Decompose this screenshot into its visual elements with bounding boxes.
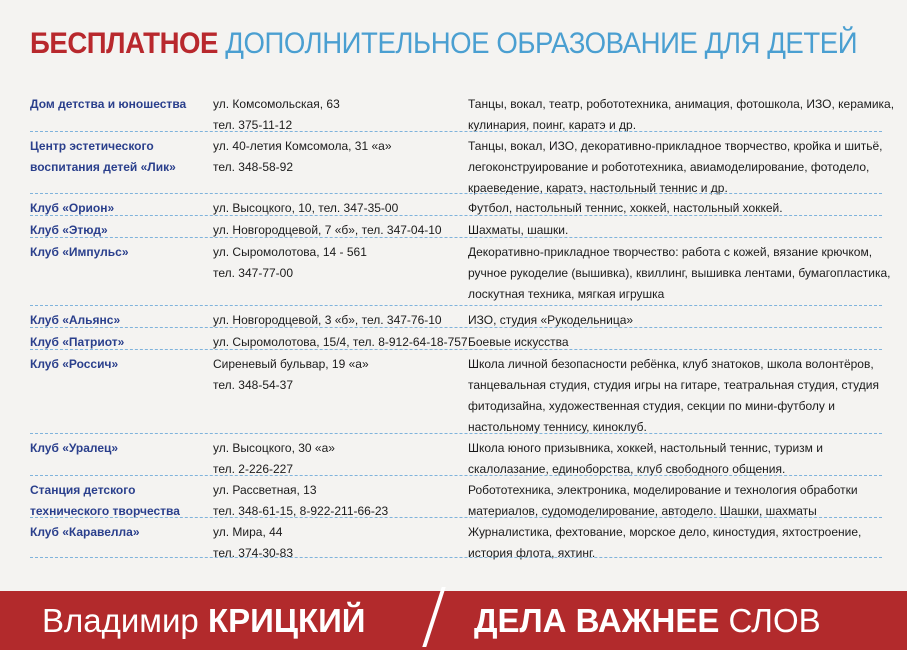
table-row [30, 194, 882, 216]
club-name-line: Дом детства и юношества [30, 97, 187, 111]
club-address-line: ул. Сыромолотова, 15/4, тел. 8-912-64-18-757 [213, 335, 468, 349]
title-rest-part: ДОПОЛНИТЕЛЬНОЕ ОБРАЗОВАНИЕ ДЛЯ ДЕТЕЙ [225, 27, 858, 60]
club-activities-line: ручное рукоделие (вышивка), квиллинг, вышивка лентами, бумагопластика, [468, 266, 891, 280]
club-address-line: ул. Рассветная, 13 [213, 483, 317, 497]
club-name [30, 480, 205, 522]
club-name-line: воспитания детей «Лик» [30, 160, 176, 174]
club-activities-line: Футбол, настольный теннис, хоккей, настольный хоккей. [468, 201, 783, 215]
table-row [30, 476, 882, 518]
club-name-line: Клуб «Уралец» [30, 441, 119, 455]
club-activities-line: Робототехника, электроника, моделирование и технология обработки [468, 483, 858, 497]
club-address [213, 94, 463, 136]
footer-slash-divider [422, 587, 445, 647]
club-address-line: тел. 374-30-83 [213, 546, 294, 560]
table-row [30, 132, 882, 194]
club-name-line: Станция детского [30, 483, 136, 497]
club-name [30, 94, 205, 115]
club-name-line: технического творчества [30, 504, 180, 518]
table-row [30, 518, 882, 558]
club-name-line: Клуб «Патриот» [30, 335, 125, 349]
club-address-line: тел. 348-58-92 [213, 160, 294, 174]
club-address-line: ул. 40-летия Комсомола, 31 «а» [213, 139, 392, 153]
club-activities-line: Декоративно-прикладное творчество: работа с кожей, вязание крючком, [468, 245, 873, 259]
club-name-line: Центр эстетического [30, 139, 154, 153]
club-activities-line: Школа юного призывника, хоккей, настольный теннис, туризм и [468, 441, 823, 455]
table-row [30, 328, 882, 350]
club-address-line: тел. 348-54-37 [213, 378, 294, 392]
clubs-table [30, 90, 895, 560]
footer-slogan-bold: ДЕЛА ВАЖНЕЕ [474, 602, 720, 639]
club-name-line: Клуб «Этюд» [30, 223, 108, 237]
table-row [30, 216, 882, 238]
club-address-line: ул. Высоцкого, 30 «а» [213, 441, 335, 455]
club-name [30, 242, 205, 263]
club-address-line: ул. Комсомольская, 63 [213, 97, 340, 111]
club-activities-line: скалолазание, единоборства, клуб свободного общения. [468, 462, 786, 476]
footer-candidate-name [42, 599, 366, 643]
club-activities [468, 242, 891, 305]
club-activities-line: материалов, судомоделирование, автодело. Шашки, шахматы [468, 504, 817, 518]
club-address [213, 136, 463, 178]
club-address [213, 242, 463, 284]
club-activities-line: Шахматы, шашки. [468, 223, 569, 237]
club-address-line: ул. Высоцкого, 10, тел. 347-35-00 [213, 201, 399, 215]
club-activities-line: ИЗО, студия «Рукодельница» [468, 313, 634, 327]
table-row [30, 306, 882, 328]
club-name [30, 522, 205, 543]
page-title [30, 22, 858, 66]
club-address [213, 354, 463, 396]
club-address-line: тел. 347-77-00 [213, 266, 294, 280]
club-activities-line: Танцы, вокал, театр, робототехника, анимация, фотошкола, ИЗО, керамика, [468, 97, 895, 111]
club-activities-line: кулинария, поинг, каратэ и др. [468, 118, 637, 132]
club-address [213, 480, 463, 522]
club-address-line: тел. 2-226-227 [213, 462, 294, 476]
footer-last-name: КРИЦКИЙ [207, 602, 366, 639]
club-address-line: тел. 375-11-12 [213, 118, 293, 132]
table-row [30, 350, 882, 434]
club-activities-line: Боевые искусства [468, 335, 569, 349]
table-row [30, 238, 891, 306]
club-activities-line: Журналистика, фехтование, морское дело, киностудия, яхтостроение, [468, 525, 862, 539]
club-address-line: тел. 348-61-15, 8-922-211-66-23 [213, 504, 389, 518]
club-name [30, 354, 205, 375]
footer-banner [0, 591, 907, 650]
club-address-line: ул. Мира, 44 [213, 525, 283, 539]
club-name-line: Клуб «Каравелла» [30, 525, 140, 539]
club-activities [468, 94, 895, 136]
club-activities-line: фитодизайна, художественная студия, секции по мини-футболу и [468, 399, 835, 413]
club-name-line: Клуб «Россич» [30, 357, 119, 371]
club-name-line: Клуб «Импульс» [30, 245, 129, 259]
club-activities [468, 438, 882, 480]
club-address [213, 438, 463, 480]
club-activities-line: краеведение, каратэ, настольный теннис и др. [468, 181, 728, 195]
footer-slogan-light: СЛОВ [728, 602, 821, 639]
footer-slogan [474, 599, 821, 643]
club-activities-line: танцевальная студия, студия игры на гитаре, театральная студия, студия [468, 378, 879, 392]
table-row [30, 434, 882, 476]
table-row [30, 90, 895, 132]
club-address-line: ул. Новгородцевой, 7 «б», тел. 347-04-10 [213, 223, 442, 237]
footer-first-name: Владимир [42, 602, 199, 639]
club-activities-line: настольному теннису, киноклуб. [468, 420, 647, 434]
title-bold-part: БЕСПЛАТНОЕ [30, 27, 219, 60]
club-name [30, 136, 205, 178]
club-activities-line: легоконструирование и робототехника, авиамоделирование, фотодело, [468, 160, 870, 174]
club-name-line: Клуб «Альянс» [30, 313, 121, 327]
club-activities [468, 480, 882, 522]
club-address-line: Сиреневый бульвар, 19 «а» [213, 357, 369, 371]
row-separator [30, 557, 882, 558]
club-name [30, 438, 205, 459]
club-name-line: Клуб «Орион» [30, 201, 115, 215]
club-address-line: ул. Сыромолотова, 14 - 561 [213, 245, 367, 259]
club-activities-line: Школа личной безопасности ребёнка, клуб знатоков, школа волонтёров, [468, 357, 874, 371]
club-activities-line: лоскутная техника, мягкая игрушка [468, 287, 665, 301]
club-activities [468, 354, 882, 438]
club-activities-line: Танцы, вокал, ИЗО, декоративно-прикладное творчество, кройка и шитьё, [468, 139, 883, 153]
club-activities [468, 136, 882, 199]
club-activities-line: история флота, яхтинг. [468, 546, 596, 560]
club-address-line: ул. Новгородцевой, 3 «б», тел. 347-76-10 [213, 313, 442, 327]
